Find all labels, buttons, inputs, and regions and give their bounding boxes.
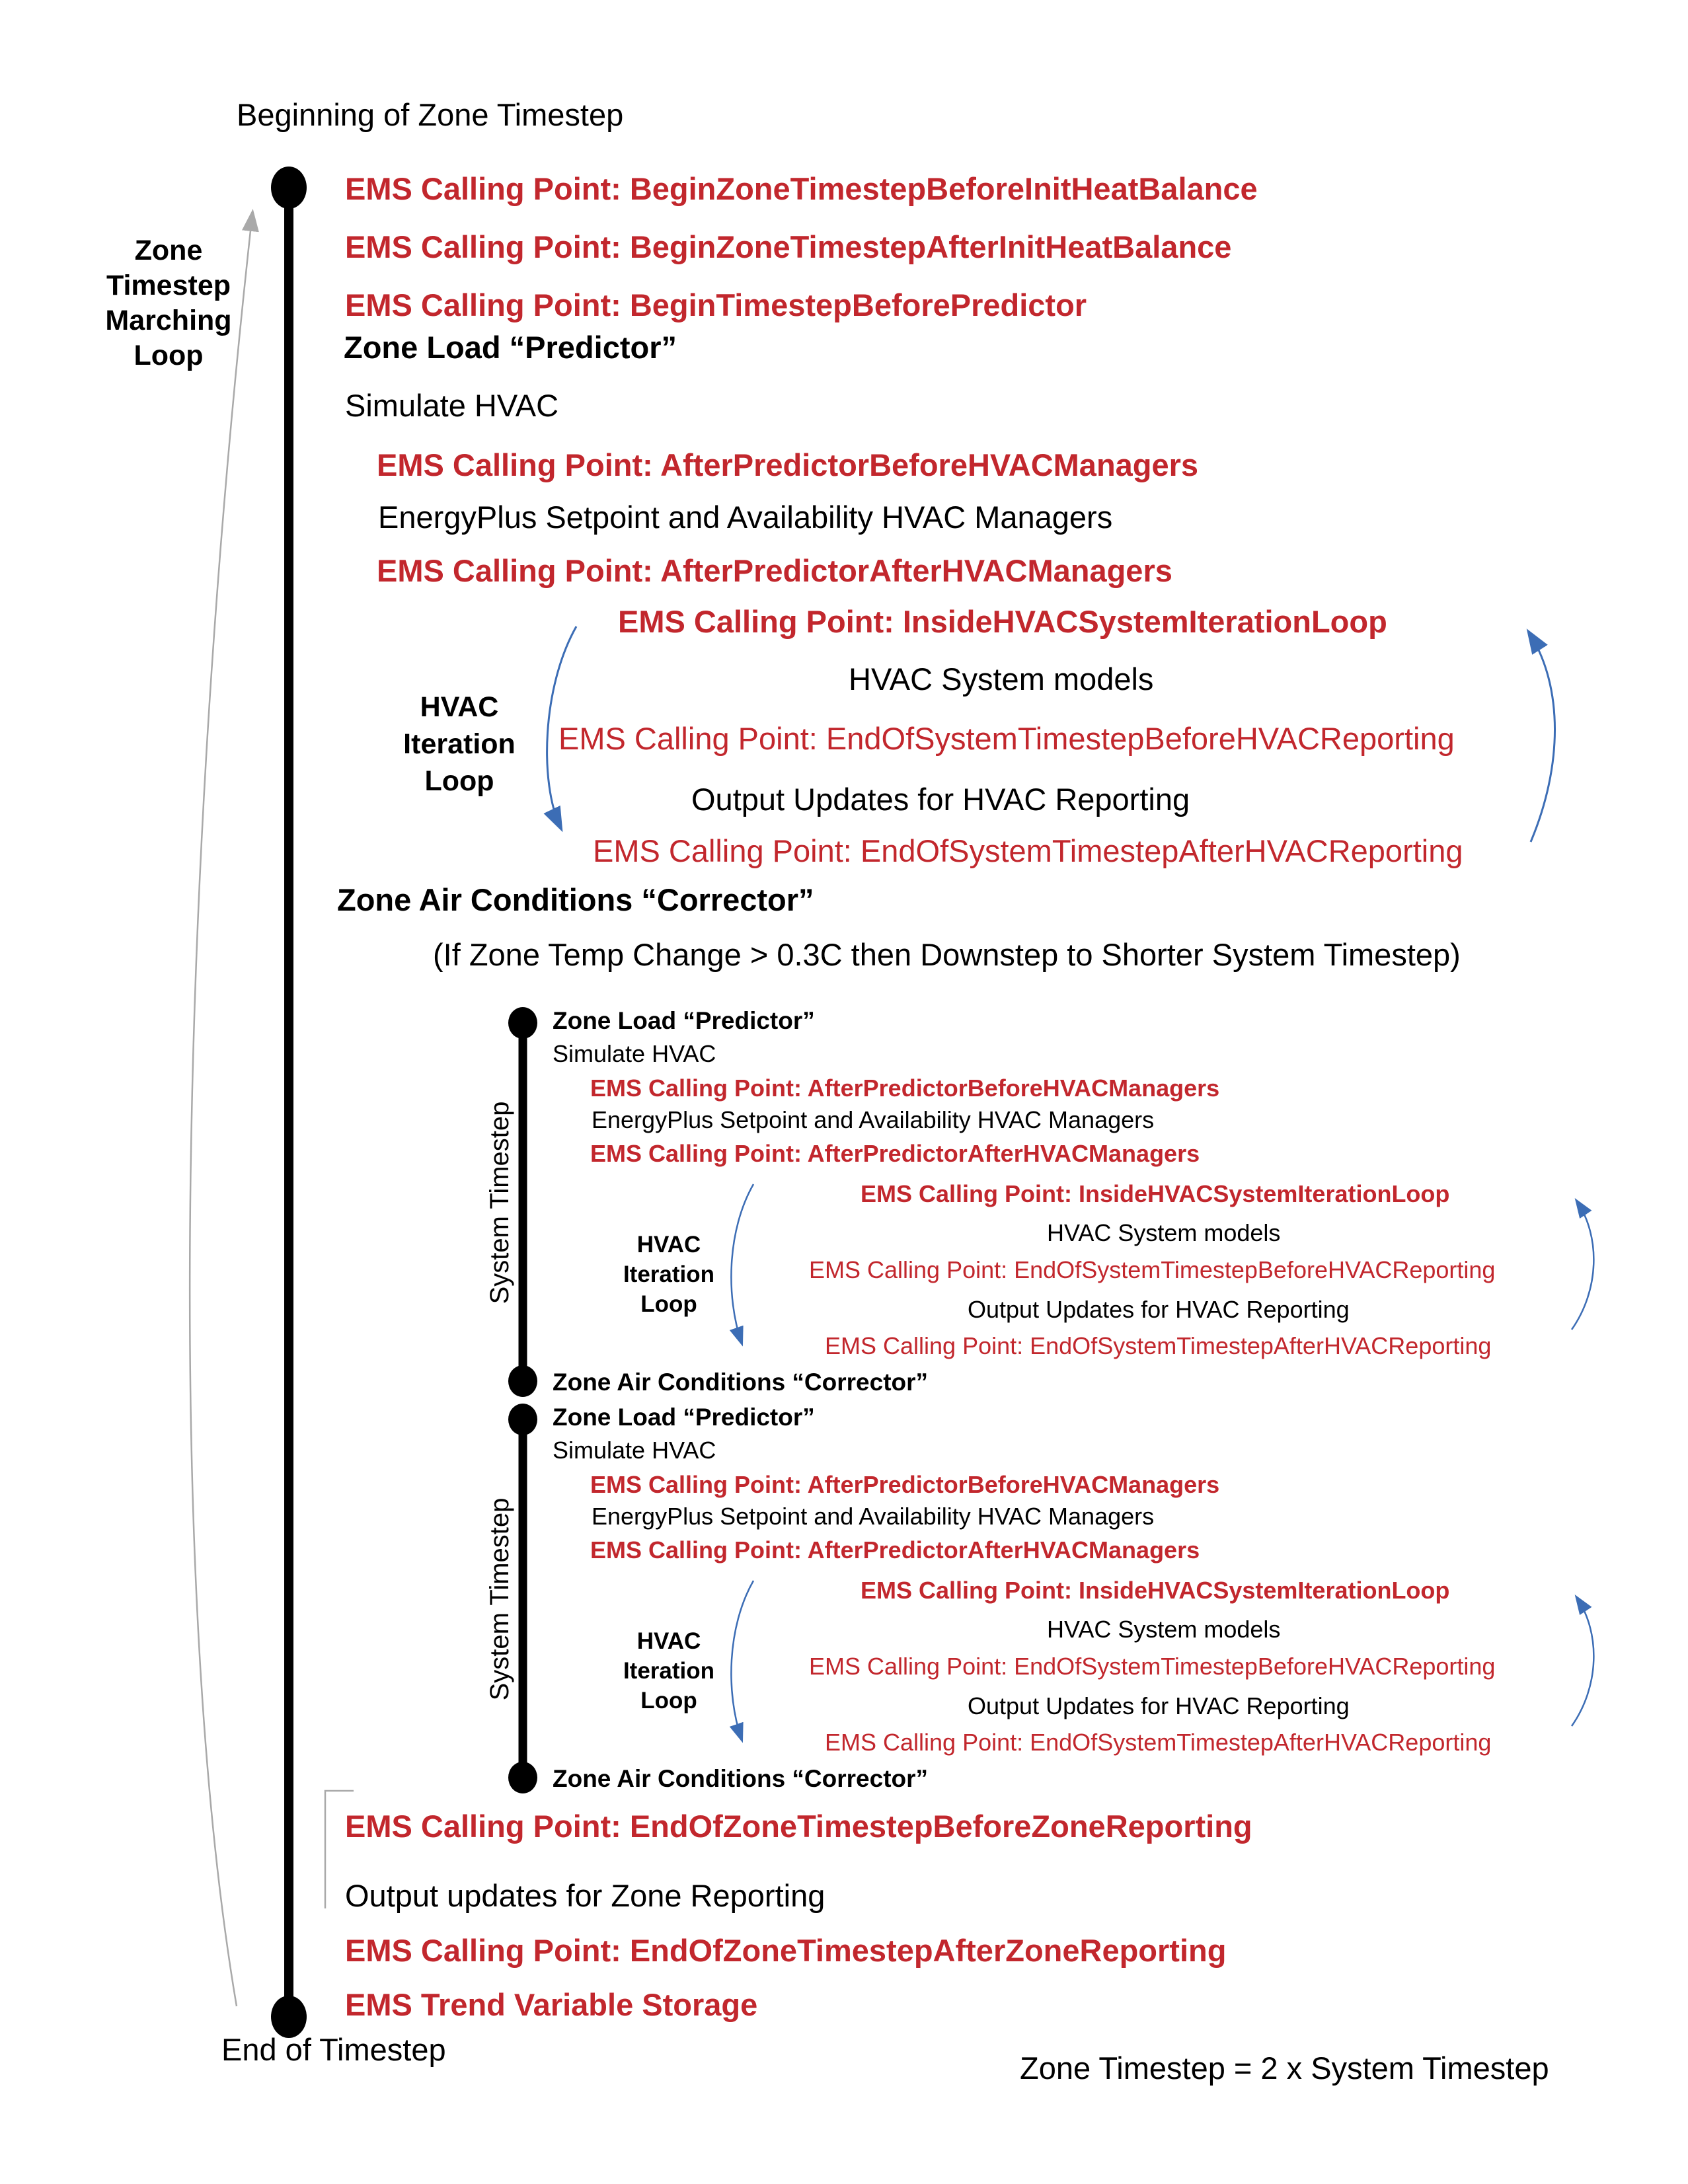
ems-calling-point-endofzonetimestepbeforezonereporting: EMS Calling Point: EndOfZoneTimestepBeforeZoneReporting xyxy=(345,1809,1252,1844)
ems-calling-point-insidehvacsystemiterationloop: EMS Calling Point: InsideHVACSystemIterationLoop xyxy=(861,1577,1450,1604)
output-updates-for-hvac-reporting: Output Updates for HVAC Reporting xyxy=(691,782,1190,817)
energyplus-setpoint-and-availability-hvac-managers: EnergyPlus Setpoint and Availability HVAC Managers xyxy=(592,1106,1155,1133)
page-title: Beginning of Zone Timestep xyxy=(237,97,624,132)
hvac-loop-small-line-iteration: Iteration xyxy=(623,1261,715,1287)
simulate-hvac: Simulate HVAC xyxy=(553,1437,716,1464)
system-timestep-label: System Timestep xyxy=(485,1101,515,1304)
marching-loop-line-zone: Zone xyxy=(134,235,203,266)
simulate-hvac: Simulate HVAC xyxy=(553,1040,716,1067)
ems-calling-point-beginzonetimestepafterinitheatbalance: EMS Calling Point: BeginZoneTimestepAfterInitHeatBalance xyxy=(345,229,1232,264)
zone-air-conditions-corrector: Zone Air Conditions “Corrector” xyxy=(553,1369,929,1396)
energyplus-setpoint-and-availability-hvac-managers: EnergyPlus Setpoint and Availability HVAC Managers xyxy=(592,1503,1155,1530)
ems-calling-point-endofsystemtimestepafterhvacreporting: EMS Calling Point: EndOfSystemTimestepAfterHVACReporting xyxy=(825,1729,1492,1756)
ems-calling-point-insidehvacsystemiterationloop: EMS Calling Point: InsideHVACSystemIterationLoop xyxy=(618,604,1387,639)
marching-loop-line-marching: Marching xyxy=(105,305,232,336)
ems-calling-point-begintimestepbeforepredictor: EMS Calling Point: BeginTimestepBeforePredictor xyxy=(345,287,1087,322)
hvac-loop-small-arrow-right xyxy=(1572,1201,1593,1330)
hvac-system-models: HVAC System models xyxy=(1047,1219,1281,1246)
hvac-loop-line-iteration: Iteration xyxy=(403,728,516,760)
marching-loop-line-timestep: Timestep xyxy=(106,270,231,301)
ems-calling-point-afterpredictorafterhvacmanagers: EMS Calling Point: AfterPredictorAfterHVACManagers xyxy=(590,1140,1200,1167)
ems-calling-point-endofsystemtimestepbeforehvacreporting: EMS Calling Point: EndOfSystemTimestepBeforeHVACReporting xyxy=(558,721,1455,756)
ems-trend-variable-storage: EMS Trend Variable Storage xyxy=(345,1987,758,2022)
output-updates-for-hvac-reporting: Output Updates for HVAC Reporting xyxy=(968,1296,1350,1323)
output-updates-for-hvac-reporting: Output Updates for HVAC Reporting xyxy=(968,1692,1350,1719)
energyplus-setpoint-and-availability-hvac-managers: EnergyPlus Setpoint and Availability HVAC Managers xyxy=(378,500,1113,535)
ems-calling-point-afterpredictorbeforehvacmanagers: EMS Calling Point: AfterPredictorBeforeHVACManagers xyxy=(590,1074,1220,1102)
output-updates-for-zone-reporting: Output updates for Zone Reporting xyxy=(345,1878,825,1913)
ems-calling-point-afterpredictorbeforehvacmanagers: EMS Calling Point: AfterPredictorBeforeHVACManagers xyxy=(590,1471,1220,1498)
hvac-loop-small-line-loop: Loop xyxy=(640,1688,697,1713)
ems-calling-point-endofsystemtimestepafterhvacreporting: EMS Calling Point: EndOfSystemTimestepAfterHVACReporting xyxy=(593,833,1463,868)
zone-load-predictor: Zone Load “Predictor” xyxy=(344,330,677,365)
ems-calling-point-endofzonetimestepafterzonereporting: EMS Calling Point: EndOfZoneTimestepAfterZoneReporting xyxy=(345,1933,1227,1968)
hvac-loop-line-loop: Loop xyxy=(424,765,494,797)
zone-marching-loop-arrow xyxy=(190,213,252,2006)
marching-loop-line-loop: Loop xyxy=(134,340,204,371)
zone-air-conditions-corrector: Zone Air Conditions “Corrector” xyxy=(553,1765,929,1792)
hvac-loop-small-arrow-right xyxy=(1572,1598,1593,1726)
ems-calling-point-endofsystemtimestepbeforehvacreporting: EMS Calling Point: EndOfSystemTimestepBeforeHVACReporting xyxy=(809,1653,1496,1680)
ems-calling-point-endofsystemtimestepbeforehvacreporting: EMS Calling Point: EndOfSystemTimestepBeforeHVACReporting xyxy=(809,1256,1496,1283)
ems-calling-point-beginzonetimestepbeforeinitheatbalance: EMS Calling Point: BeginZoneTimestepBeforeInitHeatBalance xyxy=(345,171,1258,206)
ems-calling-point-afterpredictorbeforehvacmanagers: EMS Calling Point: AfterPredictorBeforeHVACManagers xyxy=(377,447,1199,482)
hvac-loop-small-arrow-left xyxy=(731,1184,753,1343)
zone-system-timestep-note: Zone Timestep = 2 x System Timestep xyxy=(1020,2051,1549,2086)
ems-calling-point-afterpredictorafterhvacmanagers: EMS Calling Point: AfterPredictorAfterHVACManagers xyxy=(590,1536,1200,1563)
zone-air-conditions-corrector: Zone Air Conditions “Corrector” xyxy=(337,882,814,917)
simulate-hvac: Simulate HVAC xyxy=(345,388,559,423)
hvac-loop-small-line-iteration: Iteration xyxy=(623,1658,715,1684)
zone-load-predictor: Zone Load “Predictor” xyxy=(553,1404,815,1431)
system-timeline-end-dot xyxy=(508,1762,537,1793)
hvac-system-models: HVAC System models xyxy=(849,661,1154,697)
hvac-system-models: HVAC System models xyxy=(1047,1616,1281,1643)
hvac-loop-small-line-hvac: HVAC xyxy=(636,1628,701,1654)
end-of-timestep-label: End of Timestep xyxy=(221,2032,446,2067)
hvac-loop-small-line-loop: Loop xyxy=(640,1291,697,1317)
system-timeline-end-dot xyxy=(508,1365,537,1397)
system-timestep-label: System Timestep xyxy=(485,1497,515,1701)
hvac-loop-small-arrow-left xyxy=(731,1581,753,1739)
hvac-loop-arrow-right xyxy=(1529,633,1555,842)
system-timeline-start-dot xyxy=(508,1007,537,1039)
hvac-loop-line-hvac: HVAC xyxy=(420,691,499,723)
if-zone-temp-change-0-3c-then-downstep-to-shorter-system-tim: (If Zone Temp Change > 0.3C then Downstep to Shorter System Timestep) xyxy=(433,937,1461,972)
ems-calling-point-insidehvacsystemiterationloop: EMS Calling Point: InsideHVACSystemIterationLoop xyxy=(861,1180,1450,1207)
zone-load-predictor: Zone Load “Predictor” xyxy=(553,1007,815,1034)
timeline-start-dot xyxy=(271,167,307,209)
ems-calling-point-endofsystemtimestepafterhvacreporting: EMS Calling Point: EndOfSystemTimestepAfterHVACReporting xyxy=(825,1332,1492,1359)
hvac-loop-small-line-hvac: HVAC xyxy=(636,1232,701,1258)
system-timeline-start-dot xyxy=(508,1404,537,1435)
ems-calling-point-afterpredictorafterhvacmanagers: EMS Calling Point: AfterPredictorAfterHVACManagers xyxy=(377,553,1172,588)
